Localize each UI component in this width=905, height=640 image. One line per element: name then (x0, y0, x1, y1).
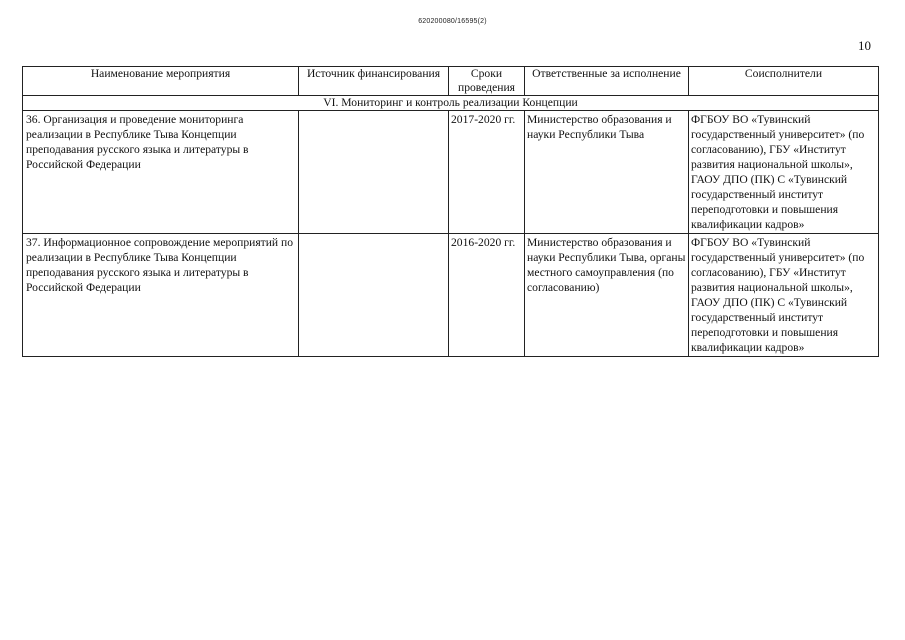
header-funding-source: Источник финансирования (299, 67, 449, 96)
section-row (23, 96, 879, 111)
header-event-name: Наименование мероприятия (23, 67, 299, 96)
event-name-cell: 37. Информационное сопровождение мероприятий по реализации в Республике Тыва Концепции преподавания русского языка и литературы в Российской Федерации (23, 234, 299, 357)
table-header-row (23, 67, 879, 96)
header-responsible: Ответственные за исполнение (525, 67, 689, 96)
responsible-cell: Министерство образования и науки Республики Тыва, органы местного самоуправления (по согласованию) (525, 234, 689, 357)
funding-source-cell (299, 234, 449, 357)
header-coexecutors: Соисполнители (689, 67, 879, 96)
section-title: VI. Мониторинг и контроль реализации Концепции (23, 96, 879, 111)
coexecutors-cell: ФГБОУ ВО «Тувинский государственный университет» (по согласованию), ГБУ «Институт развития национальной школы», ГАОУ ДПО (ПК) С «Тувинский государственный институт переподготовки и повышения квалификации кадров» (689, 234, 879, 357)
coexecutors-cell: ФГБОУ ВО «Тувинский государственный университет» (по согласованию), ГБУ «Институт развития национальной школы», ГАОУ ДПО (ПК) С «Тувинский государственный институт переподготовки и повышения квалификации кадров» (689, 111, 879, 234)
events-table (22, 66, 879, 357)
document-id: 620200080/16595(2) (418, 18, 487, 25)
period-cell: 2017-2020 гг. (449, 111, 525, 234)
period-cell: 2016-2020 гг. (449, 234, 525, 357)
header-period: Сроки проведения (449, 67, 525, 96)
funding-source-cell (299, 111, 449, 234)
event-name-cell: 36. Организация и проведение мониторинга реализации в Республике Тыва Концепции преподавания русского языка и литературы в Российской Федерации (23, 111, 299, 234)
table-row (23, 111, 879, 234)
page-number: 10 (858, 38, 871, 53)
table-row (23, 234, 879, 357)
responsible-cell: Министерство образования и науки Республики Тыва (525, 111, 689, 234)
